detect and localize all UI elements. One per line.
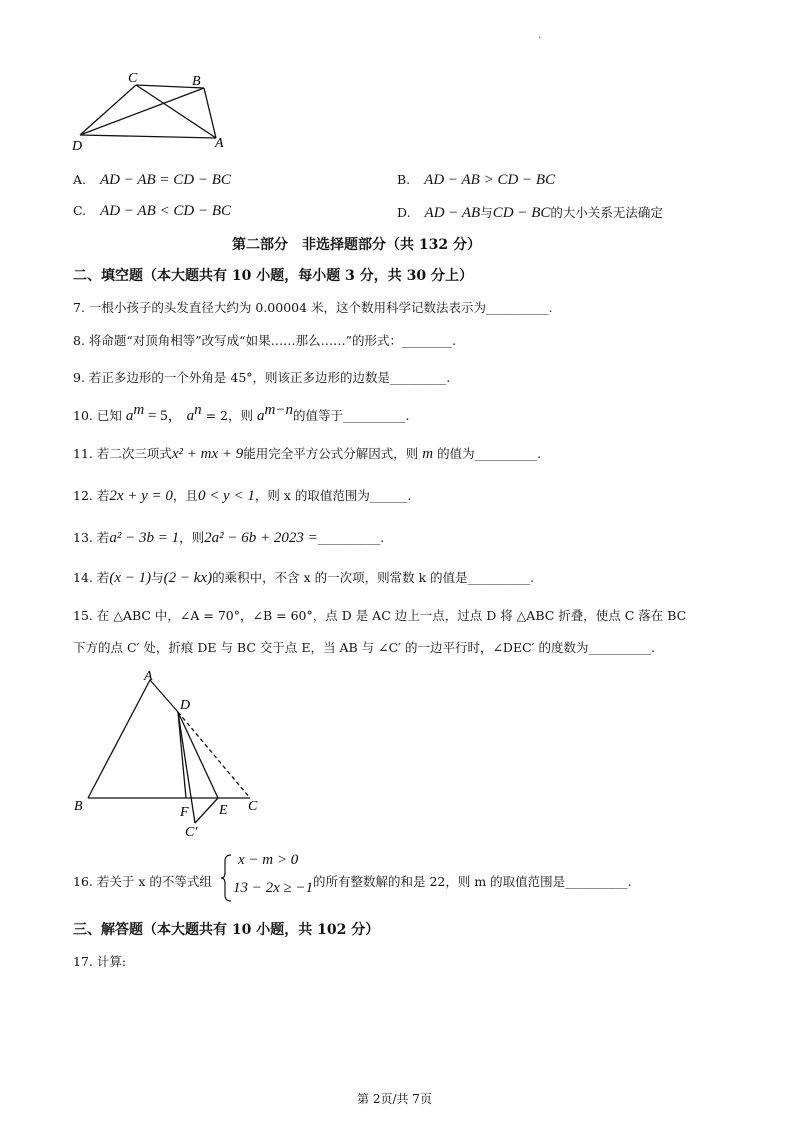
choice-d-math2: CD − BC: [492, 205, 551, 221]
section2-title: 二、填空题（本大题共有 10 小题，每小题 3 分，共 30 分上）: [73, 268, 473, 284]
question-9: 9. 若正多边形的一个外角是 45°，则该正多边形的边数是_________.: [73, 370, 451, 385]
q10-pre: 10. 已知: [73, 408, 122, 423]
q16-row1: x − m > 0: [238, 852, 299, 868]
q12-math2: 0 < y < 1: [197, 488, 255, 504]
q10-eq1: = 5，: [144, 408, 183, 424]
triangle-fold-figure: [68, 668, 268, 840]
choice-d-tail: 的大小关系无法确定: [550, 205, 663, 220]
q10-post: 的值等于__________.: [292, 408, 410, 423]
question-16-pre: 16. 若关于 x 的不等式组: [73, 874, 212, 889]
choice-b[interactable]: [397, 172, 555, 189]
q11-post: 的值为__________.: [437, 446, 542, 461]
choice-d-mid: 与: [480, 205, 493, 220]
q11-pre: 11. 若二次三项式: [73, 446, 172, 461]
label-B: B: [74, 799, 83, 814]
q14-post: 的乘积中，不含 x 的一次项，则常数 k 的值是__________.: [212, 570, 535, 585]
label-A: A: [215, 136, 224, 151]
q13-math2: 2a² − 6b + 2023 =: [204, 530, 318, 546]
q13-math1: a² − 3b = 1: [109, 530, 180, 546]
q14-math2: (2 − kx): [163, 570, 213, 586]
label-C-prime: C′: [185, 825, 198, 840]
q13-mid: ，则: [179, 530, 205, 545]
q10-exp2: n: [194, 402, 202, 418]
label-C: C: [128, 71, 138, 86]
choice-a-label: A.: [73, 172, 87, 187]
q11-math: x² + mx + 9: [171, 446, 244, 462]
q12-math1: 2x + y = 0: [109, 488, 173, 504]
section3-title: 三、解答题（本大题共有 10 小题，共 102 分）: [73, 922, 380, 938]
question-8: 8. 将命题“对顶角相等”改写成“如果……那么……”的形式：________.: [73, 333, 456, 348]
part2-title: 第二部分 非选择题部分（共 132 分）: [232, 237, 481, 253]
q10-base1: a: [125, 408, 134, 424]
q10-exp3: m−n: [264, 402, 293, 418]
q10-eq2: = 2，则: [201, 408, 254, 423]
q14-mid: 与: [151, 570, 164, 585]
q10-exp1: m: [133, 402, 145, 418]
choice-d-label: D.: [397, 205, 411, 220]
label-D: D: [72, 139, 83, 154]
q14-math1: (x − 1): [109, 570, 152, 586]
choice-a-text: AD − AB = CD − BC: [100, 172, 231, 188]
label-C: C: [248, 799, 258, 814]
q12-mid: ，且: [172, 488, 198, 503]
choice-d-math1: AD − AB: [424, 205, 481, 221]
question-16-post: 的所有整数解的和是 22，则 m 的取值范围是__________.: [313, 874, 632, 889]
label-E: E: [219, 803, 228, 818]
q13-post: __________.: [317, 530, 385, 545]
q16-row2: 13 − 2x ≥ −1: [233, 880, 314, 896]
question-14: [73, 568, 534, 587]
q10-base3: a: [257, 408, 265, 424]
q11-mid: 能用完全平方公式分解因式，则: [243, 446, 419, 461]
q10-base2: a: [186, 408, 195, 424]
brace-icon: [219, 853, 233, 903]
page-footer: 第 2页/共 7页: [357, 1092, 432, 1106]
question-15-line1: 15. 在 △ABC 中，∠A = 70°，∠B = 60°，点 D 是 AC 边上一点，过点 D 将 △ABC 折叠，使点 C 落在 BC: [73, 608, 687, 623]
q12-post: ，则 x 的取值范围为______.: [254, 488, 412, 503]
question-10: [73, 402, 409, 425]
choice-b-label: B.: [397, 172, 411, 187]
choice-c-label: C.: [73, 203, 87, 218]
label-A: A: [144, 669, 153, 684]
choice-a[interactable]: [73, 172, 231, 189]
q11-var: m: [422, 446, 434, 462]
question-11: [73, 444, 541, 463]
quadrilateral-figure: [70, 68, 230, 158]
choice-d[interactable]: [397, 203, 663, 222]
label-B: B: [192, 74, 201, 89]
q12-pre: 12. 若: [73, 488, 110, 503]
question-15-line2: 下方的点 C′ 处，折痕 DE 与 BC 交于点 E，当 AB 与 ∠C′ 的一边平行时，∠DEC′ 的度数为__________.: [73, 640, 655, 655]
question-12: [73, 486, 411, 505]
question-13: [73, 528, 384, 547]
label-D: D: [180, 698, 191, 713]
choice-c[interactable]: [73, 203, 231, 220]
question-17: 17. 计算:: [73, 954, 127, 969]
corner-mark: .: [538, 30, 542, 41]
choice-c-text: AD − AB < CD − BC: [100, 203, 231, 219]
label-F: F: [180, 805, 189, 820]
choice-b-text: AD − AB > CD − BC: [424, 172, 556, 188]
q13-pre: 13. 若: [73, 530, 110, 545]
q14-pre: 14. 若: [73, 570, 110, 585]
question-7: 7. 一根小孩子的头发直径大约为 0.00004 米，这个数用科学记数法表示为__________.: [73, 300, 553, 315]
